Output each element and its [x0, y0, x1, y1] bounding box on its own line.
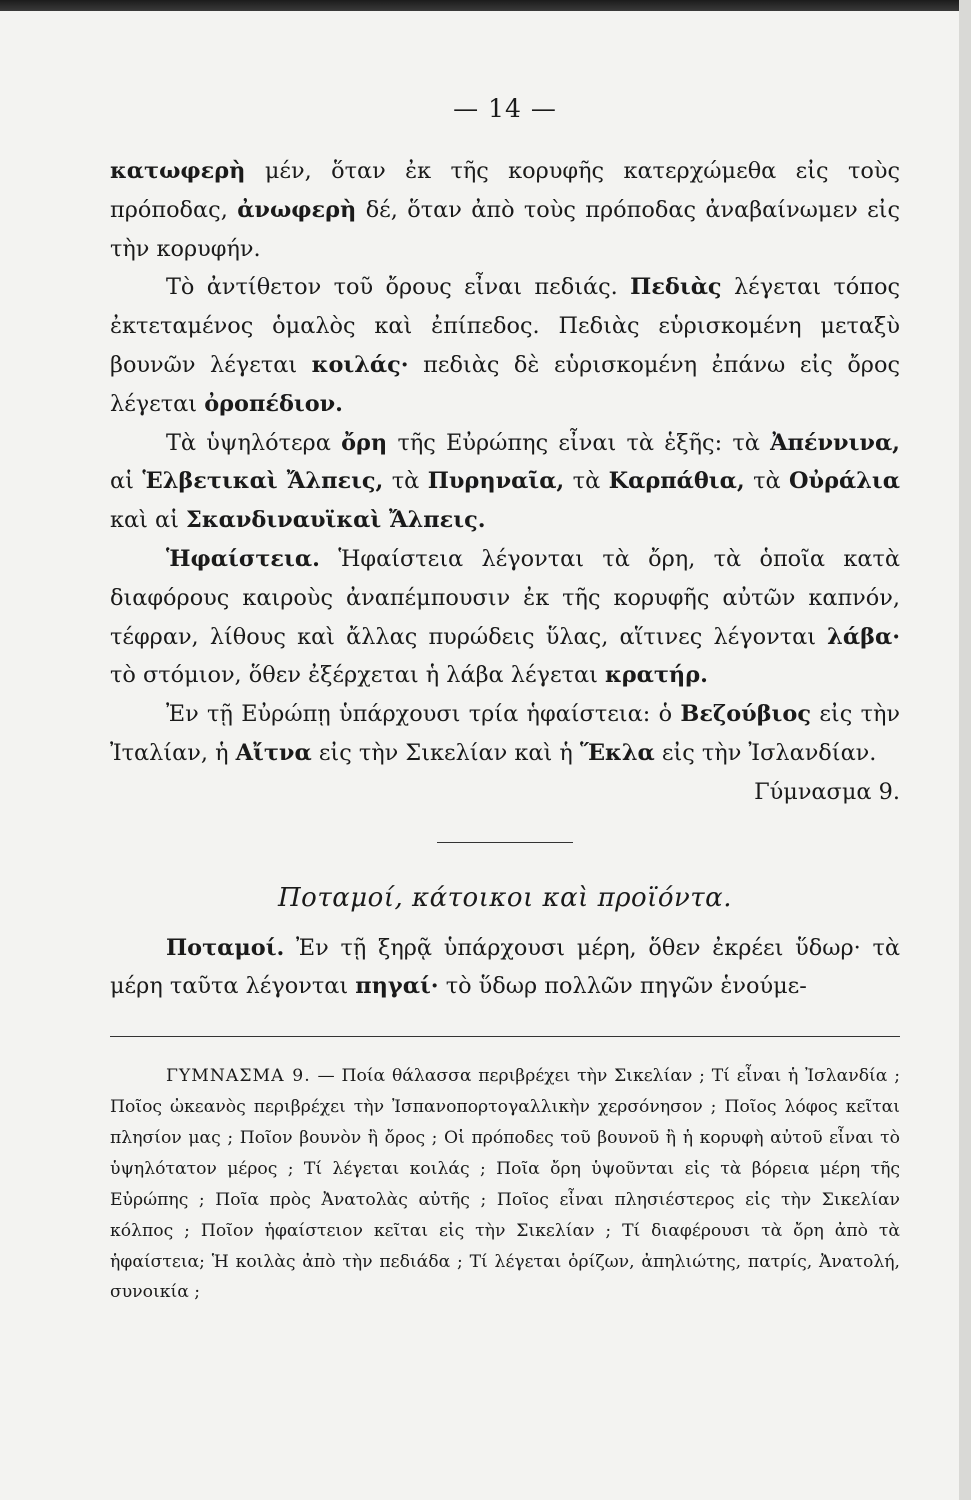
text-span: εἰς τὴν Σικελίαν καὶ ἡ	[311, 739, 580, 766]
section-text	[110, 929, 900, 1007]
text-span: λέγεται τόπος ἐκτεταμένος ὁμαλὸς καὶ ἐπίπεδος. Πεδιὰς εὑρισκομένη μεταξὺ βουνῶν λέγεται	[110, 274, 900, 378]
term-ori: ὄρη	[341, 429, 388, 456]
footnote	[110, 1061, 900, 1308]
paragraph-volcanoes	[110, 540, 900, 695]
scan-top-border	[0, 0, 971, 11]
exercise-reference: Γύμνασμα 9.	[754, 778, 900, 805]
section-title: Ποταμοί, κάτοικοι καὶ προϊόντα.	[278, 882, 732, 913]
text-span: δέ, ὅταν ἀπὸ τοὺς πρόποδας ἀναβαίνωμεν εἰς τὴν κορυφήν.	[110, 196, 900, 262]
term-katoferi: κατωφερὴ	[110, 158, 246, 184]
text-span: τὸ ὕδωρ πολλῶν πηγῶν ἑνούμε-	[438, 973, 807, 1000]
footnote-text: — Ποία θάλασσα περιβρέχει τὴν Σικελίαν ; Τί εἶναι ἡ Ἰσλανδία ; Ποῖος ὠκεανὸς περιβρέχει τὴν Ἰσπανοπορτογαλλικὴν χερσόνησον ; Ποῖος λόφος κεῖται πλησίον μας ; Ποῖον βουνὸν ἢ ὄρος ; Οἱ πρόποδες τοῦ βουνοῦ ἢ ἡ κορυφὴ αὐτοῦ εἶναι τὸ ὑψηλότατον μέρος ; Τί λέγεται κοιλάς ; Ποῖα ὄρη ὑψοῦνται εἰς τὰ βόρεια μέρη τῆς Εὐρώπης ; Ποῖα πρὸς Ἀνατολὰς αὐτῆς ; Ποῖος εἶναι πλησιέστερος εἰς τὴν Σικελίαν κόλπος ; Ποῖον ἡφαίστειον κεῖται εἰς τὴν Σικελίαν ; Τί διαφέρουσι τὰ ὄρη ἀπὸ τὰ ἡφαίστεια; Ἡ κοιλὰς ἀπὸ τὴν πεδιάδα ; Τί λέγεται ὁρίζων, ἀπηλιώτης, πατρίς, Ἀνατολή, συνοικία ;	[110, 1066, 900, 1303]
text-span: Ἐν τῇ ξηρᾷ ὑπάρχουσι μέρη, ὅθεν ἐκρέει ὕδωρ· τὰ μέρη ταῦτα λέγονται	[110, 934, 900, 1000]
text-span: τὰ	[383, 468, 428, 495]
term-carpathians: Καρπάθια,	[608, 468, 745, 495]
text-span: αἱ	[110, 468, 143, 495]
term-pyrenees: Πυρηναῖα,	[427, 468, 565, 495]
text-span: τὰ	[564, 468, 609, 495]
term-koilas: κοιλάς·	[311, 351, 409, 378]
text-span: Τὸ ἀντίθετον τοῦ ὄρους εἶναι πεδιάς.	[166, 274, 631, 301]
footnote-label: ΓΥΜΝΑΣΜΑ 9.	[166, 1066, 311, 1087]
term-potamoi: Ποταμοί.	[166, 934, 285, 961]
term-krater: κρατήρ.	[604, 662, 708, 689]
term-pigai: πηγαί·	[355, 973, 439, 1000]
text-span: τὰ	[744, 468, 790, 495]
text-span: πεδιὰς δὲ εὑρισκομένη ἐπάνω εἰς ὄρος λέγεται	[110, 351, 900, 417]
text-span: εἰς τὴν Ἰταλίαν, ἡ	[110, 701, 900, 766]
scan-right-margin	[959, 0, 971, 1500]
footnote-rule	[110, 1036, 900, 1037]
text-span: Τὰ ὑψηλότερα	[166, 429, 342, 456]
paragraph-rivers	[110, 929, 900, 1007]
text-span: τὸ στόμιον, ὅθεν ἐξέρχεται ἡ λάβα λέγεται	[110, 662, 605, 689]
term-oropedion: ὀροπέδιον.	[204, 390, 343, 417]
paragraph-plains	[110, 268, 900, 423]
term-pedias: Πεδιὰς	[630, 274, 722, 301]
term-lava: λάβα·	[827, 623, 900, 650]
term-hekla: Ἕκλα	[579, 739, 655, 766]
term-scandinavian-alps: Σκανδιναυϊκαὶ Ἄλπεις.	[186, 507, 486, 534]
text-span: Ἡφαίστεια λέγονται τὰ ὄρη, τὰ ὁποῖα κατὰ διαφόρους καιροὺς ἀναπέμπουσιν ἐκ τῆς κορυφῆς αὐτῶν καπνόν, τέφραν, λίθους καὶ ἄλλας πυρώδεις ὕλας, αἵτινες λέγονται	[110, 545, 900, 650]
term-urals: Οὐράλια	[789, 468, 900, 495]
main-text	[110, 152, 900, 812]
term-swiss-alps: Ἑλβετικαὶ Ἄλπεις,	[142, 468, 384, 495]
paragraph-mountains	[110, 424, 900, 540]
text-span: μέν, ὅταν ἐκ τῆς κορυφῆς κατερχώμεθα εἰς τοὺς πρόποδας,	[110, 158, 900, 223]
section-divider	[437, 842, 573, 843]
footnote-paragraph	[110, 1061, 900, 1308]
term-apennines: Ἀπέννινα,	[770, 429, 900, 456]
page-number: — 14 —	[453, 94, 557, 123]
text-span: Ἐν τῇ Εὐρώπῃ ὑπάρχουσι τρία ἡφαίστεια: ὁ	[166, 701, 681, 728]
book-page	[110, 80, 900, 1308]
text-span: τῆς Εὐρώπης εἶναι τὰ ἑξῆς: τὰ	[387, 429, 771, 456]
term-etna: Αἴτνα	[235, 739, 312, 766]
text-span: εἰς τὴν Ἰσλανδίαν.	[654, 739, 877, 766]
term-anoferi: ἀνωφερὴ	[237, 196, 357, 223]
paragraph-slopes	[110, 152, 900, 268]
paragraph-european-volcanoes	[110, 695, 900, 811]
term-vesuvius: Βεζούβιος	[680, 701, 811, 728]
text-span: καὶ αἱ	[110, 507, 187, 534]
term-ifaisteia: Ἡφαίστεια.	[166, 545, 320, 572]
